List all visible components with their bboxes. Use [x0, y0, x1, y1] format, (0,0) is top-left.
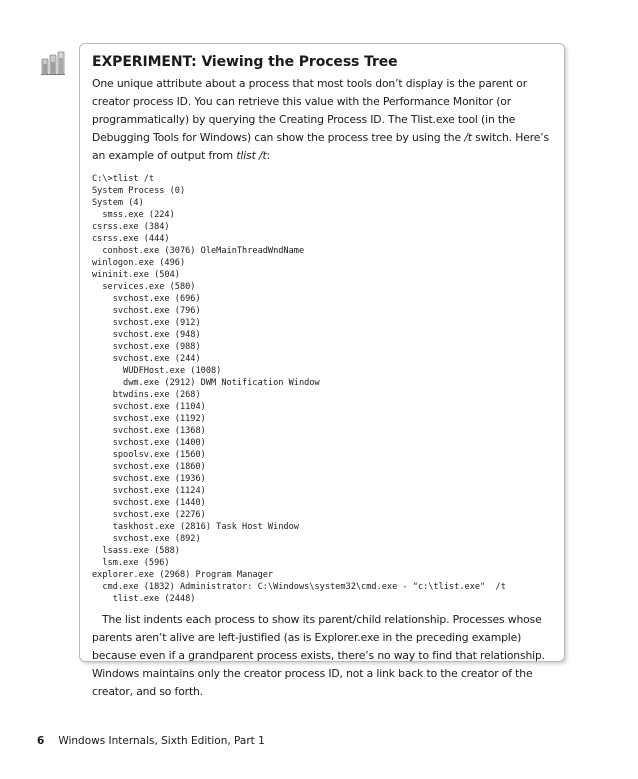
code-line: winlogon.exe (496) [92, 258, 186, 268]
code-line: cmd.exe (1832) Administrator: C:\Windows\system32\cmd.exe - "c:\tlist.exe" /t [92, 582, 506, 592]
code-line: lsm.exe (596) [92, 558, 170, 568]
code-line: C:\>tlist /t [92, 174, 155, 184]
code-line: svchost.exe (1860) [92, 462, 206, 472]
code-line: svchost.exe (796) [92, 306, 201, 316]
code-line: services.exe (580) [92, 282, 196, 292]
book-title: Windows Internals, Sixth Edition, Part 1 [58, 735, 265, 747]
code-line: WUDFHost.exe (1008) [92, 366, 222, 376]
page-number: 6 [37, 735, 45, 747]
code-line: svchost.exe (948) [92, 330, 201, 340]
code-line: btwdins.exe (268) [92, 390, 201, 400]
intro-paragraph [92, 75, 558, 165]
explanation-paragraph: The list indents each process to show its parent/child relationship. Processes whose parents aren’t alive are left-justified (as is Explorer.exe in the preceding example) because even if a grandparent process exists, there’s no way to find that relationship. Windows maintains only the creator process ID, not a link back to the creator of the creator, and so forth. [92, 613, 545, 698]
code-line: csrss.exe (384) [92, 222, 170, 232]
intro-text-3: : [266, 149, 271, 162]
code-line: svchost.exe (1440) [92, 498, 206, 508]
code-line: svchost.exe (988) [92, 342, 201, 352]
experiment-title: EXPERIMENT: Viewing the Process Tree [92, 54, 398, 70]
code-line: tlist.exe (2448) [92, 594, 196, 604]
code-line: System (4) [92, 198, 144, 208]
code-line: svchost.exe (892) [92, 534, 201, 544]
code-line: svchost.exe (1124) [92, 486, 206, 496]
code-line: svchost.exe (1368) [92, 426, 206, 436]
code-line: svchost.exe (244) [92, 354, 201, 364]
code-line: taskhost.exe (2816) Task Host Window [92, 522, 299, 532]
code-line: lsass.exe (588) [92, 546, 180, 556]
intro-switch: /t [464, 131, 472, 144]
intro-text-1: One unique attribute about a process that most tools don’t display is the parent or creator process ID. You can retrieve this value with the Performance Monitor (or programmatically) by querying the Creating Process ID. The Tlist.exe tool (in the Debugging Tools for Windows) can show the process tree by using the [92, 77, 528, 144]
code-line: svchost.exe (2276) [92, 510, 206, 520]
code-line: svchost.exe (696) [92, 294, 201, 304]
intro-command: tlist /t [236, 149, 267, 162]
code-line: csrss.exe (444) [92, 234, 170, 244]
experiment-flasks-icon [40, 50, 66, 76]
experiment-content [92, 52, 558, 701]
code-line: wininit.exe (504) [92, 270, 180, 280]
code-line: explorer.exe (2968) Program Manager [92, 570, 274, 580]
code-line: smss.exe (224) [92, 210, 175, 220]
code-line: conhost.exe (3076) OleMainThreadWndName [92, 246, 305, 256]
code-line: svchost.exe (1192) [92, 414, 206, 424]
code-line: svchost.exe (1104) [92, 402, 206, 412]
page-footer [37, 735, 265, 747]
code-line: svchost.exe (1936) [92, 474, 206, 484]
tlist-output-code [92, 173, 558, 605]
code-line: System Process (0) [92, 186, 186, 196]
code-line: svchost.exe (912) [92, 318, 201, 328]
code-line: spoolsv.exe (1560) [92, 450, 206, 460]
code-line: svchost.exe (1400) [92, 438, 206, 448]
intro-text-2: switch. Here’s an example of output from [92, 131, 550, 162]
code-line: dwm.exe (2912) DWM Notification Window [92, 378, 320, 388]
